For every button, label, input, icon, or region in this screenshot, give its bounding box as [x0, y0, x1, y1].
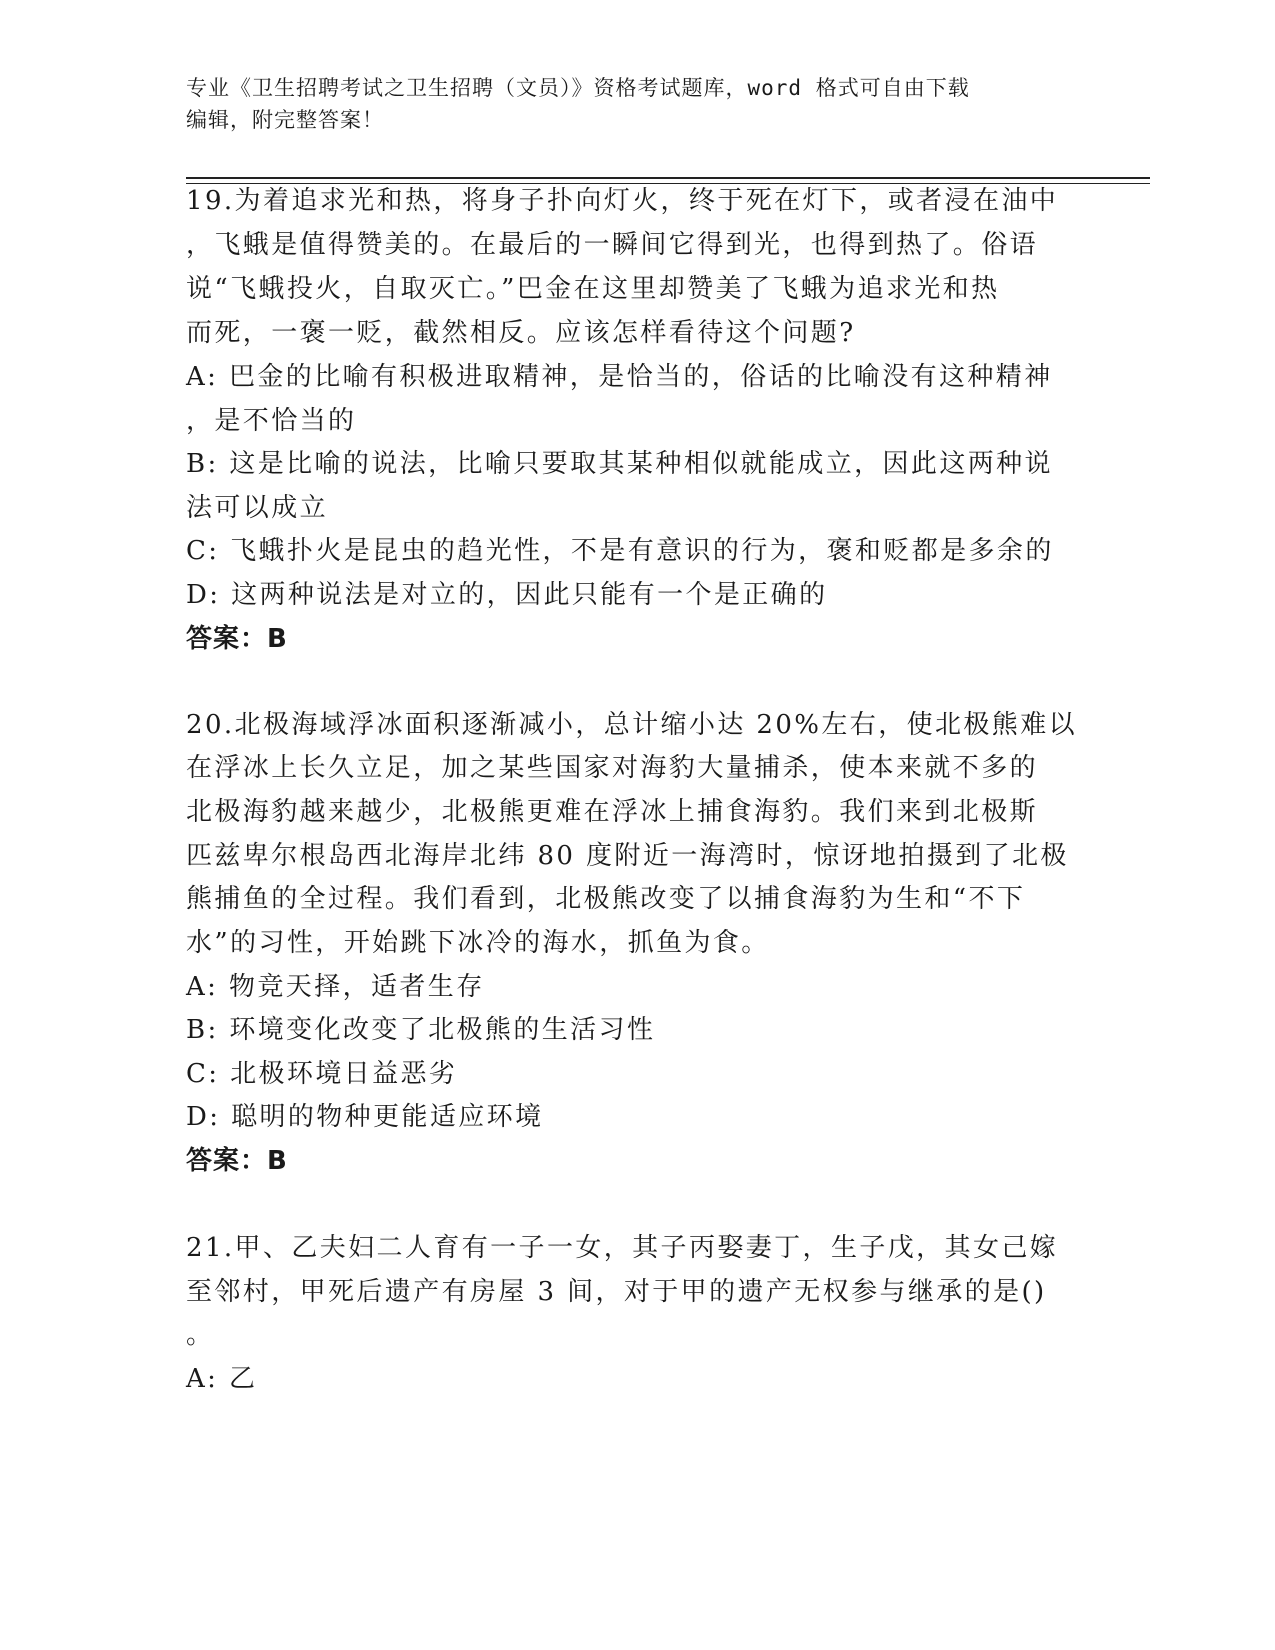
option-c-line: C: 飞蛾扑火是昆虫的趋光性，不是有意识的行为，褒和贬都是多余的: [186, 536, 1054, 566]
answer-label: 答案：B: [186, 624, 288, 654]
question-text-line: ，飞蛾是值得赞美的。在最后的一瞬间它得到光，也得到热了。俗语: [186, 230, 1039, 260]
question-text-line: 北极海豹越来越少，北极熊更难在浮冰上捕食海豹。我们来到北极斯: [186, 797, 1039, 827]
option-b-line: 法可以成立: [186, 493, 329, 523]
option-b-line: B: 环境变化改变了北极熊的生活习性: [186, 1015, 656, 1045]
option-c-line: C: 北极环境日益恶劣: [186, 1059, 458, 1089]
option-a-line: A: 物竞天择，适者生存: [186, 972, 485, 1002]
header-divider-thick: [186, 177, 1150, 179]
question-text-line: 水”的习性，开始跳下冰冷的海水，抓鱼为食。: [186, 928, 770, 958]
option-d-line: D: 聪明的物种更能适应环境: [186, 1102, 544, 1132]
header-line-2: 编辑，附完整答案！: [186, 108, 384, 132]
question-text-line: 匹兹卑尔根岛西北海岸北纬 80 度附近一海湾时，惊讶地拍摄到了北极: [186, 841, 1069, 871]
option-a-line: A: 乙: [186, 1364, 258, 1394]
option-a-line: A: 巴金的比喻有积极进取精神，是恰当的，俗话的比喻没有这种精神: [186, 362, 1053, 392]
option-b-line: B: 这是比喻的说法，比喻只要取其某种相似就能成立，因此这两种说: [186, 449, 1053, 479]
question-text-line: 在浮冰上长久立足，加之某些国家对海豹大量捕杀，使本来就不多的: [186, 753, 1039, 783]
question-text-line: 。: [186, 1320, 215, 1350]
question-text-line: 而死，一褒一贬，截然相反。应该怎样看待这个问题?: [186, 318, 856, 348]
header-line-1: 专业《卫生招聘考试之卫生招聘（文员）》资格考试题库，word 格式可自由下载: [186, 76, 970, 100]
question-text-line: 至邻村，甲死后遗产有房屋 3 间，对于甲的遗产无权参与继承的是(): [186, 1277, 1047, 1307]
answer-label: 答案：B: [186, 1146, 288, 1176]
option-d-line: D: 这两种说法是对立的，因此只能有一个是正确的: [186, 580, 828, 610]
question-text-line: 说“飞蛾投火，自取灭亡。”巴金在这里却赞美了飞蛾为追求光和热: [186, 274, 1000, 304]
question-text-line: 21.甲、乙夫妇二人育有一子一女，其子丙娶妻丁，生子戊，其女己嫁: [186, 1233, 1059, 1263]
question-text-line: 熊捕鱼的全过程。我们看到，北极熊改变了以捕食海豹为生和“不下: [186, 884, 1026, 914]
document-header: [186, 72, 1086, 136]
option-a-line: ，是不恰当的: [186, 406, 357, 436]
question-text-line: 19.为着追求光和热，将身子扑向灯火，终于死在灯下，或者浸在油中: [186, 186, 1059, 216]
question-text-line: 20.北极海域浮冰面积逐渐减小，总计缩小达 20%左右，使北极熊难以: [186, 710, 1078, 740]
